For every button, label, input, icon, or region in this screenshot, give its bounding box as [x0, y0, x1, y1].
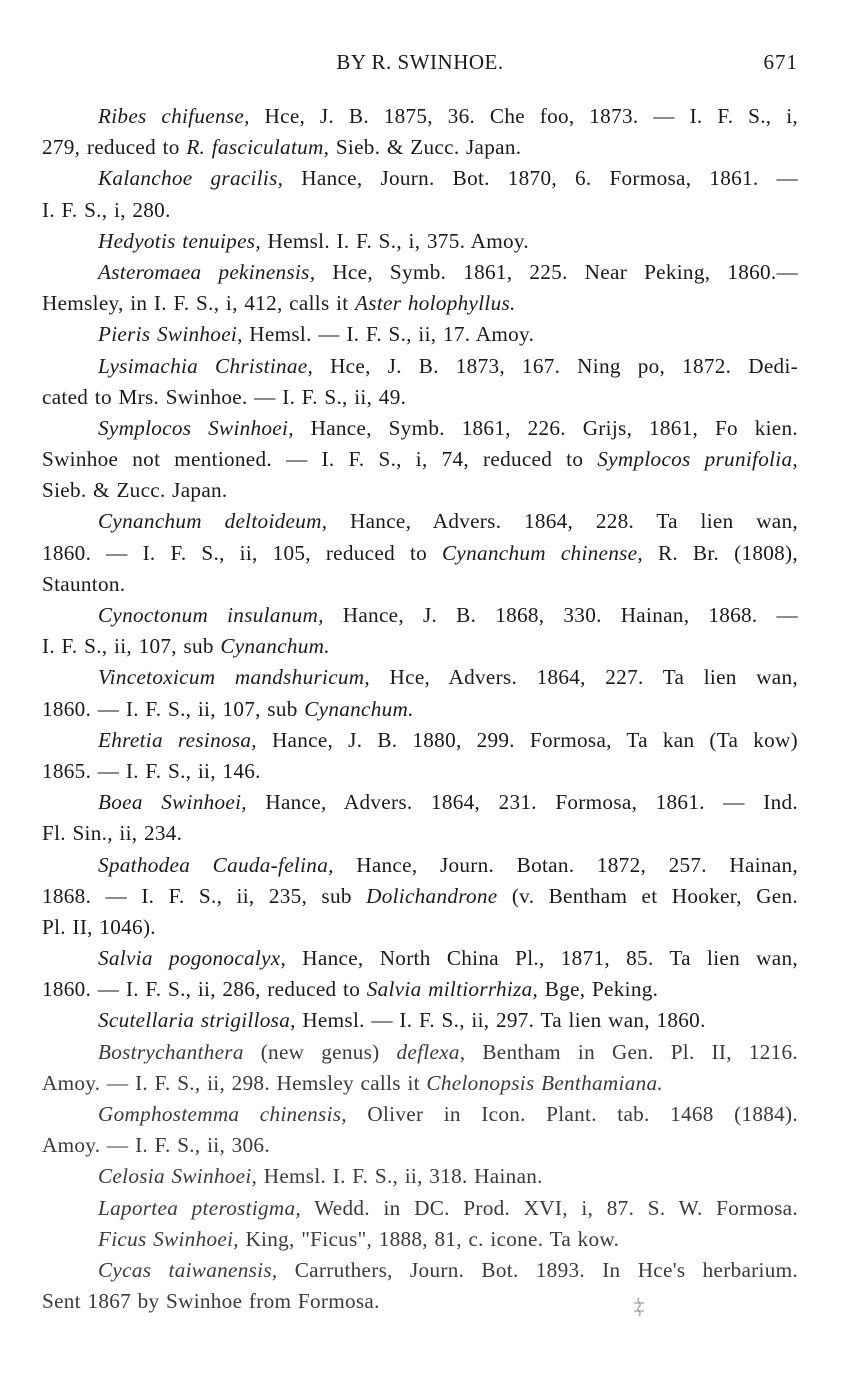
species-list-text — [42, 101, 798, 1317]
page-number: 671 — [763, 50, 798, 74]
citation-text: 1860. — I. F. S., ii, 286, reduced to — [42, 977, 367, 1002]
citation-text: Hemsl. — I. F. S., ii, 17. Amoy. — [242, 322, 535, 347]
text-line — [42, 850, 798, 881]
citation-text: Carruthers, Journ. Bot. 1893. In Hce's herbarium. — [277, 1257, 798, 1282]
text-line — [42, 506, 798, 537]
species-name: Cynanchum. — [220, 634, 330, 659]
citation-text: Hemsl. I. F. S., i, 375. Amoy. — [260, 228, 530, 253]
text-line — [42, 132, 798, 163]
text-line — [42, 475, 798, 506]
text-line — [42, 444, 798, 475]
species-name: Chelonopsis Benthamiana. — [426, 1070, 663, 1095]
species-name: Salvia miltiorrhiza, — [366, 977, 539, 1002]
text-line — [42, 1161, 798, 1192]
species-name: Asteromaea pekinensis, — [98, 259, 316, 284]
citation-text: R. Br. (1808), — [642, 540, 798, 565]
text-line — [42, 569, 798, 600]
text-line — [42, 725, 798, 756]
species-name: Kalanchoe gracilis, — [98, 166, 284, 191]
citation-text: 1860. — I. F. S., ii, 105, reduced to — [42, 540, 442, 565]
species-name: Pieris Swinhoei, — [98, 322, 243, 347]
running-head: BY R. SWINHOE. — [336, 50, 504, 74]
species-name: Vincetoxicum mandshuricum, — [98, 665, 370, 690]
species-name: Symplocos prunifolia, — [597, 447, 798, 472]
species-name: Symplocos Swinhoei, — [98, 415, 294, 440]
citation-text: Amoy. — I. F. S., ii, 306. — [42, 1133, 270, 1158]
text-line — [42, 818, 798, 849]
species-name: Aster holophyllus. — [355, 291, 516, 316]
text-line — [42, 538, 798, 569]
text-line — [42, 756, 798, 787]
text-line — [42, 226, 798, 257]
citation-text: Sent 1867 by Swinhoe from Formosa. — [42, 1289, 380, 1314]
text-line — [42, 319, 798, 350]
species-name: Bostrychanthera — [98, 1039, 244, 1064]
citation-text: Swinhoe not mentioned. — I. F. S., i, 74, reduced to — [42, 447, 598, 472]
species-name: Spathodea Cauda-felina, — [98, 852, 334, 877]
species-name: Ribes chifuense, — [98, 104, 250, 128]
text-line — [42, 1037, 798, 1068]
citation-text: Hance, Symb. 1861, 226. Grijs, 1861, Fo kien. — [293, 415, 798, 440]
text-line — [42, 787, 798, 818]
citation-text: 1860. — I. F. S., ii, 107, sub — [42, 696, 305, 721]
citation-text: Bentham in Gen. Pl. II, 1216. — [465, 1039, 798, 1064]
species-name: Gomphostemma chinensis, — [98, 1102, 347, 1126]
species-name: R. fasciculatum, — [186, 135, 330, 160]
citation-text: Hance, Journ. Bot. 1870, 6. Formosa, 1861. — — [283, 166, 798, 191]
species-name: Laportea pterostigma, — [98, 1195, 302, 1220]
text-line — [42, 1286, 798, 1317]
text-line — [42, 1130, 798, 1161]
citation-text: (new genus) — [243, 1039, 397, 1064]
text-line — [42, 1099, 798, 1130]
text-line — [42, 351, 798, 382]
text-line — [42, 257, 798, 288]
text-line — [42, 288, 798, 319]
species-name: Cynanchum chinense, — [441, 540, 643, 565]
text-line — [42, 1068, 798, 1099]
citation-text: Hemsley, in I. F. S., i, 412, calls it — [42, 291, 356, 316]
species-name: Cynanchum. — [304, 696, 414, 721]
citation-text: Hance, J. B. 1868, 330. Hainan, 1868. — — [323, 603, 799, 627]
citation-text: Hance, Advers. 1864, 231. Formosa, 1861. — Ind. — [246, 790, 798, 815]
text-line — [42, 694, 798, 725]
citation-text: Amoy. — I. F. S., ii, 298. Hemsley calls it — [42, 1070, 427, 1095]
text-line — [42, 600, 798, 631]
species-name: Salvia pogonocalyx, — [98, 946, 287, 971]
text-line — [42, 631, 798, 662]
citation-text: Fl. Sin., ii, 234. — [42, 821, 183, 846]
citation-text: cated to Mrs. Swinhoe. — I. F. S., ii, 49. — [42, 384, 407, 409]
citation-text: Hce, J. B. 1873, 167. Ning po, 1872. Dedi- — [313, 353, 798, 378]
species-name: Cycas taiwanensis, — [98, 1257, 278, 1282]
text-line — [42, 1255, 798, 1286]
species-name: Dolichandrone — [366, 883, 498, 908]
citation-text: Hce, J. B. 1875, 36. Che foo, 1873. — I. F. S., i, — [249, 104, 798, 128]
text-line — [42, 195, 798, 226]
citation-text: Hemsl. — I. F. S., ii, 297. Ta lien wan, 1860. — [295, 1008, 706, 1033]
species-name: Ehretia resinosa, — [98, 727, 257, 752]
citation-text: Hance, Journ. Botan. 1872, 257. Hainan, — [333, 852, 798, 877]
species-name: Celosia Swinhoei, — [98, 1164, 258, 1189]
citation-text: Staunton. — [42, 571, 126, 596]
text-line — [42, 974, 798, 1005]
citation-text: Hance, North China Pl., 1871, 85. Ta lien wan, — [286, 946, 798, 971]
citation-text: Hance, J. B. 1880, 299. Formosa, Ta kan (Ta kow) — [256, 727, 798, 752]
species-name: Cynoctonum insulanum, — [98, 603, 324, 627]
citation-text: 1865. — I. F. S., ii, 146. — [42, 758, 261, 783]
text-line — [42, 101, 798, 132]
species-name: deflexa, — [396, 1039, 466, 1064]
text-line — [42, 1005, 798, 1036]
citation-text: Bge, Peking. — [538, 977, 659, 1002]
citation-text: Sieb. & Zucc. Japan. — [329, 135, 522, 160]
citation-text: Hce, Advers. 1864, 227. Ta lien wan, — [370, 665, 798, 690]
text-line — [42, 662, 798, 693]
text-line — [42, 943, 798, 974]
printer-mark-icon — [630, 1295, 648, 1321]
citation-text: Sieb. & Zucc. Japan. — [42, 478, 228, 503]
citation-text: 1868. — I. F. S., ii, 235, sub — [42, 883, 367, 908]
text-line — [42, 413, 798, 444]
citation-text: Hce, Symb. 1861, 225. Near Peking, 1860.— — [315, 259, 798, 284]
text-line — [42, 1224, 798, 1255]
citation-text: 279, reduced to — [42, 135, 187, 160]
citation-text: Oliver in Icon. Plant. tab. 1468 (1884). — [346, 1102, 799, 1126]
text-line — [42, 163, 798, 194]
species-name: Boea Swinhoei, — [98, 790, 247, 815]
text-line — [42, 1193, 798, 1224]
citation-text: I. F. S., i, 280. — [42, 197, 171, 222]
citation-text: King, "Ficus", 1888, 81, c. icone. Ta kow. — [238, 1226, 620, 1251]
page-header — [42, 50, 798, 80]
text-line — [42, 881, 798, 912]
citation-text: Hemsl. I. F. S., ii, 318. Hainan. — [257, 1164, 543, 1189]
species-name: Ficus Swinhoei, — [98, 1226, 239, 1251]
species-name: Hedyotis tenuipes, — [98, 228, 261, 253]
citation-text: Hance, Advers. 1864, 228. Ta lien wan, — [327, 509, 798, 534]
text-line — [42, 382, 798, 413]
citation-text: Pl. II, 1046). — [42, 914, 156, 939]
text-line — [42, 912, 798, 943]
citation-text: I. F. S., ii, 107, sub — [42, 634, 221, 659]
citation-text: Wedd. in DC. Prod. XVI, i, 87. S. W. Formosa. — [301, 1195, 798, 1220]
species-name: Cynanchum deltoideum, — [98, 509, 328, 534]
species-name: Lysimachia Christinae, — [98, 353, 314, 378]
species-name: Scutellaria strigillosa, — [98, 1008, 296, 1033]
citation-text: (v. Bentham et Hooker, Gen. — [497, 883, 798, 908]
